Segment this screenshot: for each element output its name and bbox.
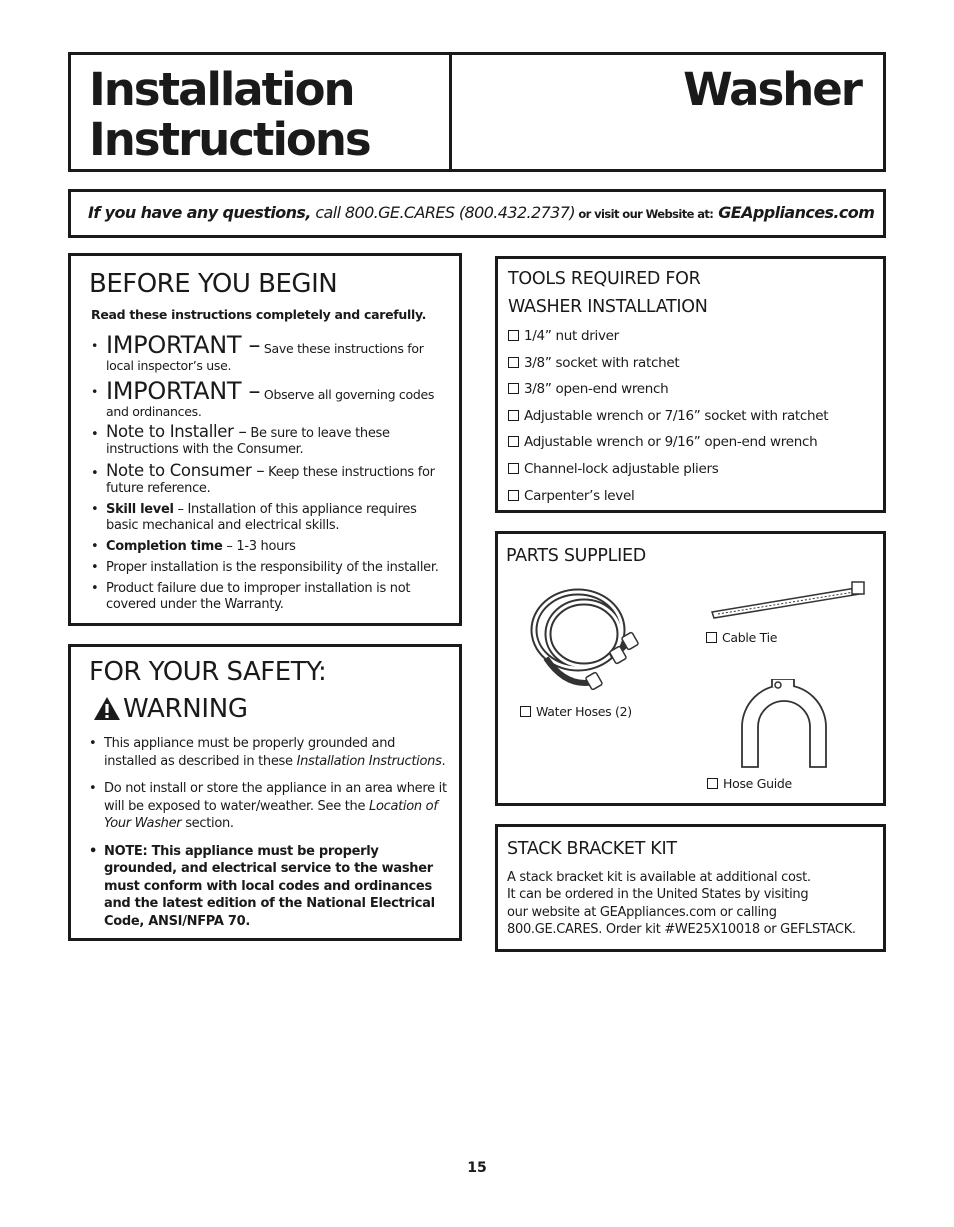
checkbox-icon (508, 357, 519, 368)
item-text: 3/8” socket with ratchet (524, 354, 680, 371)
item-text: Water Hoses (2) (536, 704, 632, 719)
warning-triangle-icon (93, 696, 121, 721)
item-text: 3/8” open-end wrench (524, 381, 669, 398)
list-item (89, 424, 449, 458)
item-text: Adjustable wrench or 9/16” open-end wrench (524, 434, 818, 451)
item-key: IMPORTANT – (106, 377, 261, 405)
checklist-item (508, 323, 828, 350)
contact-question: If you have any questions, (88, 203, 311, 222)
checkbox-icon (508, 436, 519, 447)
warning-label: WARNING (123, 694, 248, 724)
checkbox-icon (508, 410, 519, 421)
item-key: Note to Installer – (106, 422, 247, 441)
contact-bar (68, 189, 886, 238)
cable-tie-label (706, 630, 777, 645)
contact-line (88, 203, 874, 222)
item-text: Adjustable wrench or 7/16” socket with ratchet (524, 407, 829, 424)
item-italic: Location of Your Washer (104, 798, 438, 831)
item-key: IMPORTANT – (106, 331, 261, 359)
title-line-1: Installation (89, 63, 354, 116)
item-text: This appliance must be properly grounded and installed as described in these (104, 736, 396, 769)
stack-line: A stack bracket kit is available at additional cost. (507, 870, 811, 885)
tools-title-line-2: WASHER INSTALLATION (508, 297, 708, 317)
title-line-2: Instructions (89, 113, 370, 166)
page-title (89, 65, 370, 165)
item-text: Channel-lock adjustable pliers (524, 460, 719, 477)
product-title: Washer (683, 63, 861, 116)
checklist-item (508, 376, 828, 403)
checkbox-icon (508, 330, 519, 341)
list-item (89, 463, 449, 497)
stack-line: 800.GE.CARES. Order kit #WE25X10018 or GEFLSTACK. (507, 921, 856, 937)
item-text: 1/4” nut driver (524, 328, 619, 344)
list-item (87, 843, 449, 931)
list-item (89, 332, 449, 374)
item-text: Keep these instructions for future reference. (106, 465, 435, 496)
item-text: – 1-3 hours (222, 539, 296, 554)
stack-line: It can be ordered in the United States by visiting (507, 887, 809, 903)
checkbox-icon (706, 632, 717, 643)
list-item (87, 780, 449, 833)
item-text: Be sure to leave these instructions with the Consumer. (106, 426, 390, 457)
tools-checklist (508, 323, 828, 509)
tools-section (495, 256, 886, 513)
item-text: Hose Guide (723, 776, 792, 791)
item-text: Proper installation is the responsibility of the installer. (106, 560, 439, 575)
stack-body (507, 869, 877, 938)
item-key: Completion time (106, 539, 223, 554)
checklist-item (508, 429, 828, 456)
safety-list (87, 735, 449, 940)
item-italic: Installation Instructions (296, 753, 442, 769)
list-item (89, 502, 449, 534)
item-end: . (441, 753, 446, 769)
before-intro: Read these instructions completely and carefully. (91, 307, 427, 322)
item-text: Carpenter’s level (524, 487, 635, 504)
checkbox-icon (520, 706, 531, 717)
item-text: NOTE: This appliance must be properly grounded, and electrical service to the washer must conform with local codes and ordinances and the latest edition of the National Electrical Code, ANSI/NFPA 70. (104, 843, 435, 929)
list-item (89, 581, 449, 613)
item-text: Save these instructions for local inspector’s use. (106, 341, 424, 373)
checkbox-icon (707, 778, 718, 789)
safety-title: FOR YOUR SAFETY: (89, 657, 327, 687)
item-text: Product failure due to improper installation is not covered under the Warranty. (106, 581, 411, 612)
checklist-item (508, 403, 828, 430)
before-title: BEFORE YOU BEGIN (89, 269, 338, 299)
checklist-item (508, 456, 828, 483)
parts-title: PARTS SUPPLIED (506, 546, 646, 566)
parts-supplied-section (495, 531, 886, 806)
header-title-box (68, 52, 452, 172)
water-hoses-icon (526, 578, 656, 698)
hose-guide-icon (734, 679, 834, 769)
before-you-begin-section (68, 253, 462, 626)
safety-section (68, 644, 462, 941)
before-list (89, 332, 449, 618)
hose-guide-label (707, 776, 792, 791)
stack-line: our website at GEAppliances.com or calling (507, 904, 777, 920)
water-hoses-label (520, 704, 632, 719)
cable-tie-icon (708, 580, 868, 620)
stack-title: STACK BRACKET KIT (507, 839, 677, 859)
item-end: section. (181, 816, 234, 831)
warning-heading (93, 694, 248, 724)
item-key: Note to Consumer – (106, 461, 265, 480)
item-text: – Installation of this appliance requires basic mechanical and electrical skills. (106, 502, 417, 533)
list-item (89, 560, 449, 576)
item-text: Do not install or store the appliance in an area where it will be exposed to water/weather. See the (104, 781, 447, 814)
tools-title (508, 265, 708, 321)
contact-phone: call 800.GE.CARES (800.432.2737) (310, 203, 575, 222)
stack-bracket-section (495, 824, 886, 952)
list-item (89, 378, 449, 420)
checklist-item (508, 350, 828, 377)
contact-website-link[interactable]: GEAppliances.com (713, 203, 875, 222)
item-text: Observe all governing codes and ordinances. (106, 387, 435, 419)
header-product-box (449, 52, 886, 172)
checklist-item (508, 483, 828, 510)
item-key: Skill level (106, 502, 174, 517)
list-item (89, 539, 449, 555)
item-text: Cable Tie (722, 630, 778, 645)
page-number: 15 (467, 1160, 487, 1176)
contact-visit: or visit our Website at: (574, 207, 714, 221)
list-item (87, 735, 449, 770)
tools-title-line-1: TOOLS REQUIRED FOR (508, 269, 701, 289)
checkbox-icon (508, 463, 519, 474)
checkbox-icon (508, 490, 519, 501)
checkbox-icon (508, 383, 519, 394)
